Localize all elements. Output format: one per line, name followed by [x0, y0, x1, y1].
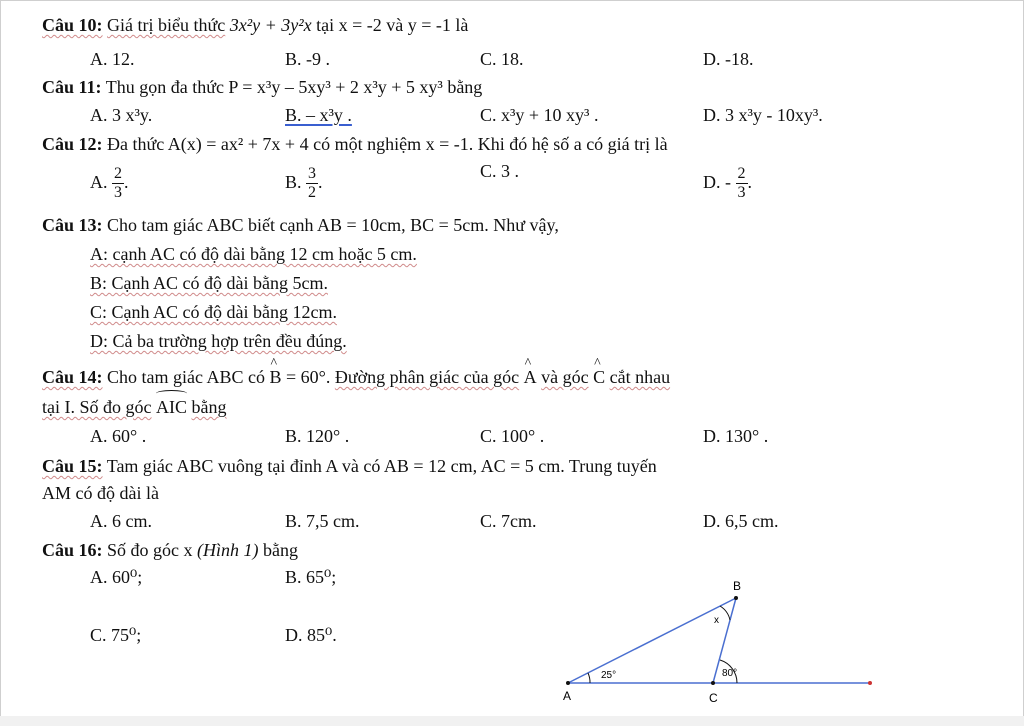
question-11-label: Câu 11:	[42, 77, 102, 97]
question-10-text-a: Giá trị biểu thức	[107, 15, 226, 35]
question-16-label: Câu 16:	[42, 540, 103, 560]
label-a: A	[563, 689, 572, 703]
angle-aic-letters: AIC	[156, 397, 187, 417]
angle-a-arc	[588, 673, 590, 683]
q13-option-b[interactable]: B: Cạnh AC có độ dài bằng 5cm.	[90, 273, 328, 293]
question-12-stem	[42, 133, 668, 155]
q12-option-b[interactable]: B. $\frac{3}{2}$ .	[285, 165, 323, 202]
question-14-label: Câu 14:	[42, 367, 103, 387]
q14-option-c[interactable]: C. 100° .	[480, 426, 545, 446]
fraction-numerator: 2	[114, 165, 122, 183]
question-14-text-e: tại I. Số đo góc	[42, 397, 152, 417]
question-15-label: Câu 15:	[42, 456, 103, 476]
angle-a: ^ A	[523, 356, 537, 387]
question-16-stem	[42, 539, 298, 561]
question-10-label: Câu 10:	[42, 15, 103, 35]
angle-a-letter: A	[523, 367, 537, 387]
q11-option-d[interactable]: D. 3 x³y - 10xy³.	[703, 105, 823, 125]
triangle-figure	[550, 570, 890, 710]
q16-option-b[interactable]: B. 65⁰;	[285, 567, 337, 587]
question-10-stem	[42, 14, 468, 36]
question-13-text: Cho tam giác ABC biết cạnh AB = 10cm, BC = 5cm. Như vậy,	[107, 215, 559, 235]
angle-b-letter: B	[269, 367, 282, 387]
q12-option-a[interactable]: A. $\frac{2}{3}$ .	[90, 165, 129, 202]
q12-option-c[interactable]: C. 3 .	[480, 161, 520, 181]
question-15-stem	[42, 455, 657, 477]
question-10-expression: 3x²y + 3y²x	[229, 15, 312, 35]
fraction-denominator: 2	[308, 184, 317, 202]
fraction-denominator: 3	[114, 184, 122, 202]
q13-option-a[interactable]: A: cạnh AC có độ dài bằng 12 cm hoặc 5 cm.	[90, 244, 417, 264]
question-16-figure-ref: (Hình 1)	[197, 540, 259, 560]
q15-option-c[interactable]: C. 7cm.	[480, 511, 537, 531]
fraction-denominator: 3	[737, 184, 746, 202]
question-16-text-a: Số đo góc x	[107, 540, 193, 560]
q10-option-c[interactable]: C. 18.	[480, 49, 524, 69]
question-10-text-b: tại x = -2 và y = -1 là	[316, 15, 469, 35]
bottom-strip	[0, 716, 1024, 726]
q16-option-a[interactable]: A. 60⁰;	[90, 567, 143, 587]
q16-option-d[interactable]: D. 85⁰.	[285, 625, 337, 645]
q14-option-a[interactable]: A. 60° .	[90, 426, 147, 446]
question-13-label: Câu 13:	[42, 215, 103, 235]
question-12-text: Đa thức A(x) = ax² + 7x + 4 có một nghiệm x = -1. Khi đó hệ số a có giá trị là	[107, 134, 668, 154]
q10-option-d[interactable]: D. -18.	[703, 49, 754, 69]
q12-option-a-fraction	[112, 165, 124, 202]
q15-option-d[interactable]: D. 6,5 cm.	[703, 511, 779, 531]
fraction-numerator: 3	[308, 165, 317, 183]
point-a	[566, 681, 570, 685]
question-14-text-f: bằng	[191, 397, 227, 417]
angle-c-letter: C	[593, 367, 606, 387]
fraction-numerator: 2	[737, 165, 746, 183]
q11-option-a[interactable]: A. 3 x³y.	[90, 105, 153, 125]
question-14-text-a: Cho tam giác ABC có	[107, 367, 265, 387]
label-b: B	[733, 579, 742, 593]
question-16-text-b: bằng	[263, 540, 299, 560]
side-ab	[568, 598, 736, 683]
question-12-label: Câu 12:	[42, 134, 103, 154]
q12-option-b-fraction	[306, 165, 318, 202]
q12-option-d[interactable]: D. - $\frac{2}{3}$ .	[703, 165, 752, 202]
q15-option-b[interactable]: B. 7,5 cm.	[285, 511, 360, 531]
angle-c: ^ C	[593, 356, 606, 387]
point-c	[711, 681, 715, 685]
question-11-text: Thu gọn đa thức P = x³y – 5xy³ + 2 x³y + 5 xy³ bằng	[105, 77, 483, 97]
q12-option-b-letter: B.	[285, 172, 302, 192]
question-14-stem	[42, 356, 671, 388]
question-15-stem-line2: AM có độ dài là	[42, 483, 159, 503]
q11-option-b[interactable]: B. – x³y .	[285, 105, 352, 125]
point-end	[868, 681, 872, 685]
question-14-text-d: cắt nhau	[609, 367, 671, 387]
q10-option-a[interactable]: A. 12.	[90, 49, 135, 69]
point-b	[734, 596, 738, 600]
q12-option-a-letter: A.	[90, 172, 108, 192]
question-15-text: Tam giác ABC vuông tại đỉnh A và có AB = 12 cm, AC = 5 cm. Trung tuyến	[106, 456, 657, 476]
label-angle-a: 25°	[601, 670, 617, 681]
q14-option-b[interactable]: B. 120° .	[285, 426, 350, 446]
q14-option-d[interactable]: D. 130° .	[703, 426, 769, 446]
label-c: C	[709, 691, 718, 705]
q12-option-d-fraction	[736, 165, 748, 202]
q13-option-c[interactable]: C: Cạnh AC có độ dài bằng 12cm.	[90, 302, 337, 322]
q16-option-c[interactable]: C. 75⁰;	[90, 625, 142, 645]
question-14-text-b: Đường phân giác của góc	[334, 367, 520, 387]
angle-b-value: = 60°.	[281, 367, 331, 387]
q11-option-c[interactable]: C. x³y + 10 xy³ .	[480, 105, 599, 125]
q10-option-b[interactable]: B. -9 .	[285, 49, 330, 69]
angle-b: ^ B	[269, 356, 282, 387]
angle-aic	[156, 396, 187, 418]
label-angle-c: 80°	[722, 668, 738, 679]
question-14-stem-line2	[42, 396, 227, 418]
question-11-stem	[42, 76, 482, 98]
q13-option-d[interactable]: D: Cả ba trường hợp trên đều đúng.	[90, 331, 347, 351]
question-14-text-c: và góc	[541, 367, 589, 387]
q15-option-a[interactable]: A. 6 cm.	[90, 511, 152, 531]
label-x: x	[714, 615, 719, 626]
angle-x-arc	[720, 606, 730, 620]
q12-option-d-letter: D. -	[703, 172, 731, 192]
question-13-stem	[42, 214, 559, 236]
